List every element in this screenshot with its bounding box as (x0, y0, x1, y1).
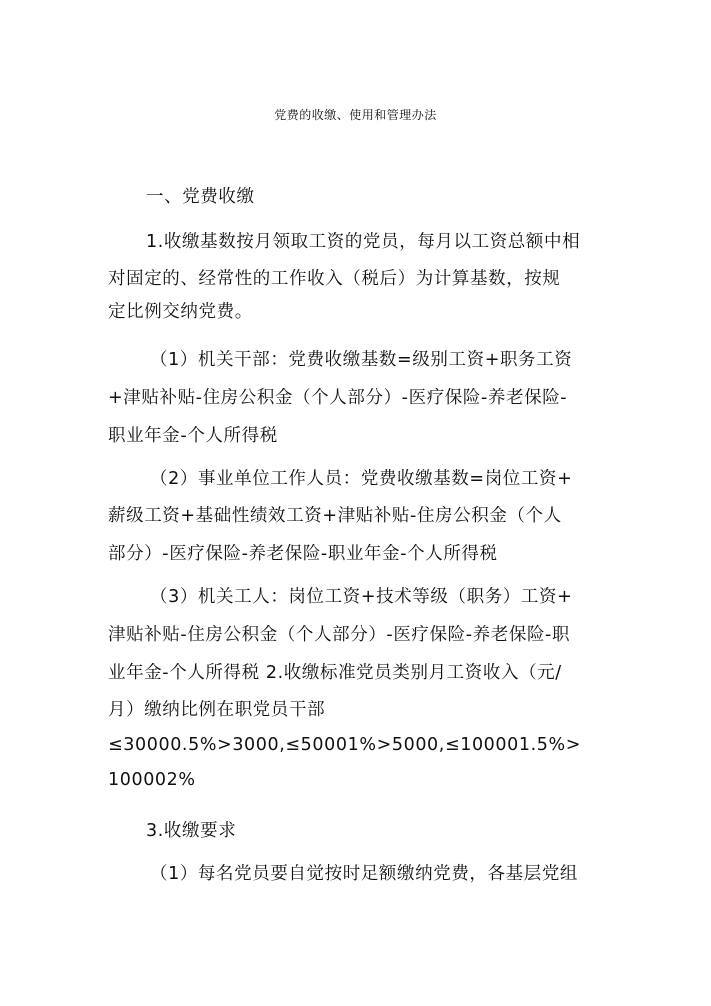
paragraph-line: （1）机关干部：党费收缴基数=级别工资+职务工资 (150, 350, 573, 370)
paragraph-line: 1.收缴基数按月领取工资的党员，每月以工资总额中相 (146, 232, 581, 252)
paragraph-line: 津贴补贴-住房公积金（个人部分）-医疗保险-养老保险-职 (108, 625, 571, 645)
paragraph-line: （2）事业单位工作人员：党费收缴基数=岗位工资+ (150, 469, 573, 489)
document-title: 党费的收缴、使用和管理办法 (274, 108, 437, 122)
paragraph-line: 定比例交纳党费。 (108, 302, 253, 322)
paragraph-line: 月）缴纳比例在职党员干部 (108, 700, 326, 720)
paragraph-line: 部分）-医疗保险-养老保险-职业年金-个人所得税 (108, 544, 498, 564)
paragraph-line: 业年金-个人所得税 2.收缴标准党员类别月工资收入（元/ (108, 663, 562, 683)
section-heading: 一、党费收缴 (146, 187, 255, 207)
paragraph-line: （3）机关工人：岗位工资+技术等级（职务）工资+ (150, 587, 573, 607)
paragraph-line: 100002% (108, 770, 196, 790)
paragraph-line: 职业年金-个人所得税 (108, 426, 278, 446)
paragraph-line: （1）每名党员要自觉按时足额缴纳党费，各基层党组 (150, 864, 579, 884)
section-heading: 3.收缴要求 (146, 821, 237, 841)
paragraph-line: 对固定的、经常性的工作收入（税后）为计算基数，按规 (108, 269, 561, 289)
paragraph-line: 薪级工资+基础性绩效工资+津贴补贴-住房公积金（个人 (108, 506, 562, 526)
paragraph-line: +津贴补贴-住房公积金（个人部分）-医疗保险-养老保险- (108, 388, 568, 408)
paragraph-line: ≤30000.5%>3000,≤50001%>5000,≤100001.5%> (108, 735, 581, 755)
